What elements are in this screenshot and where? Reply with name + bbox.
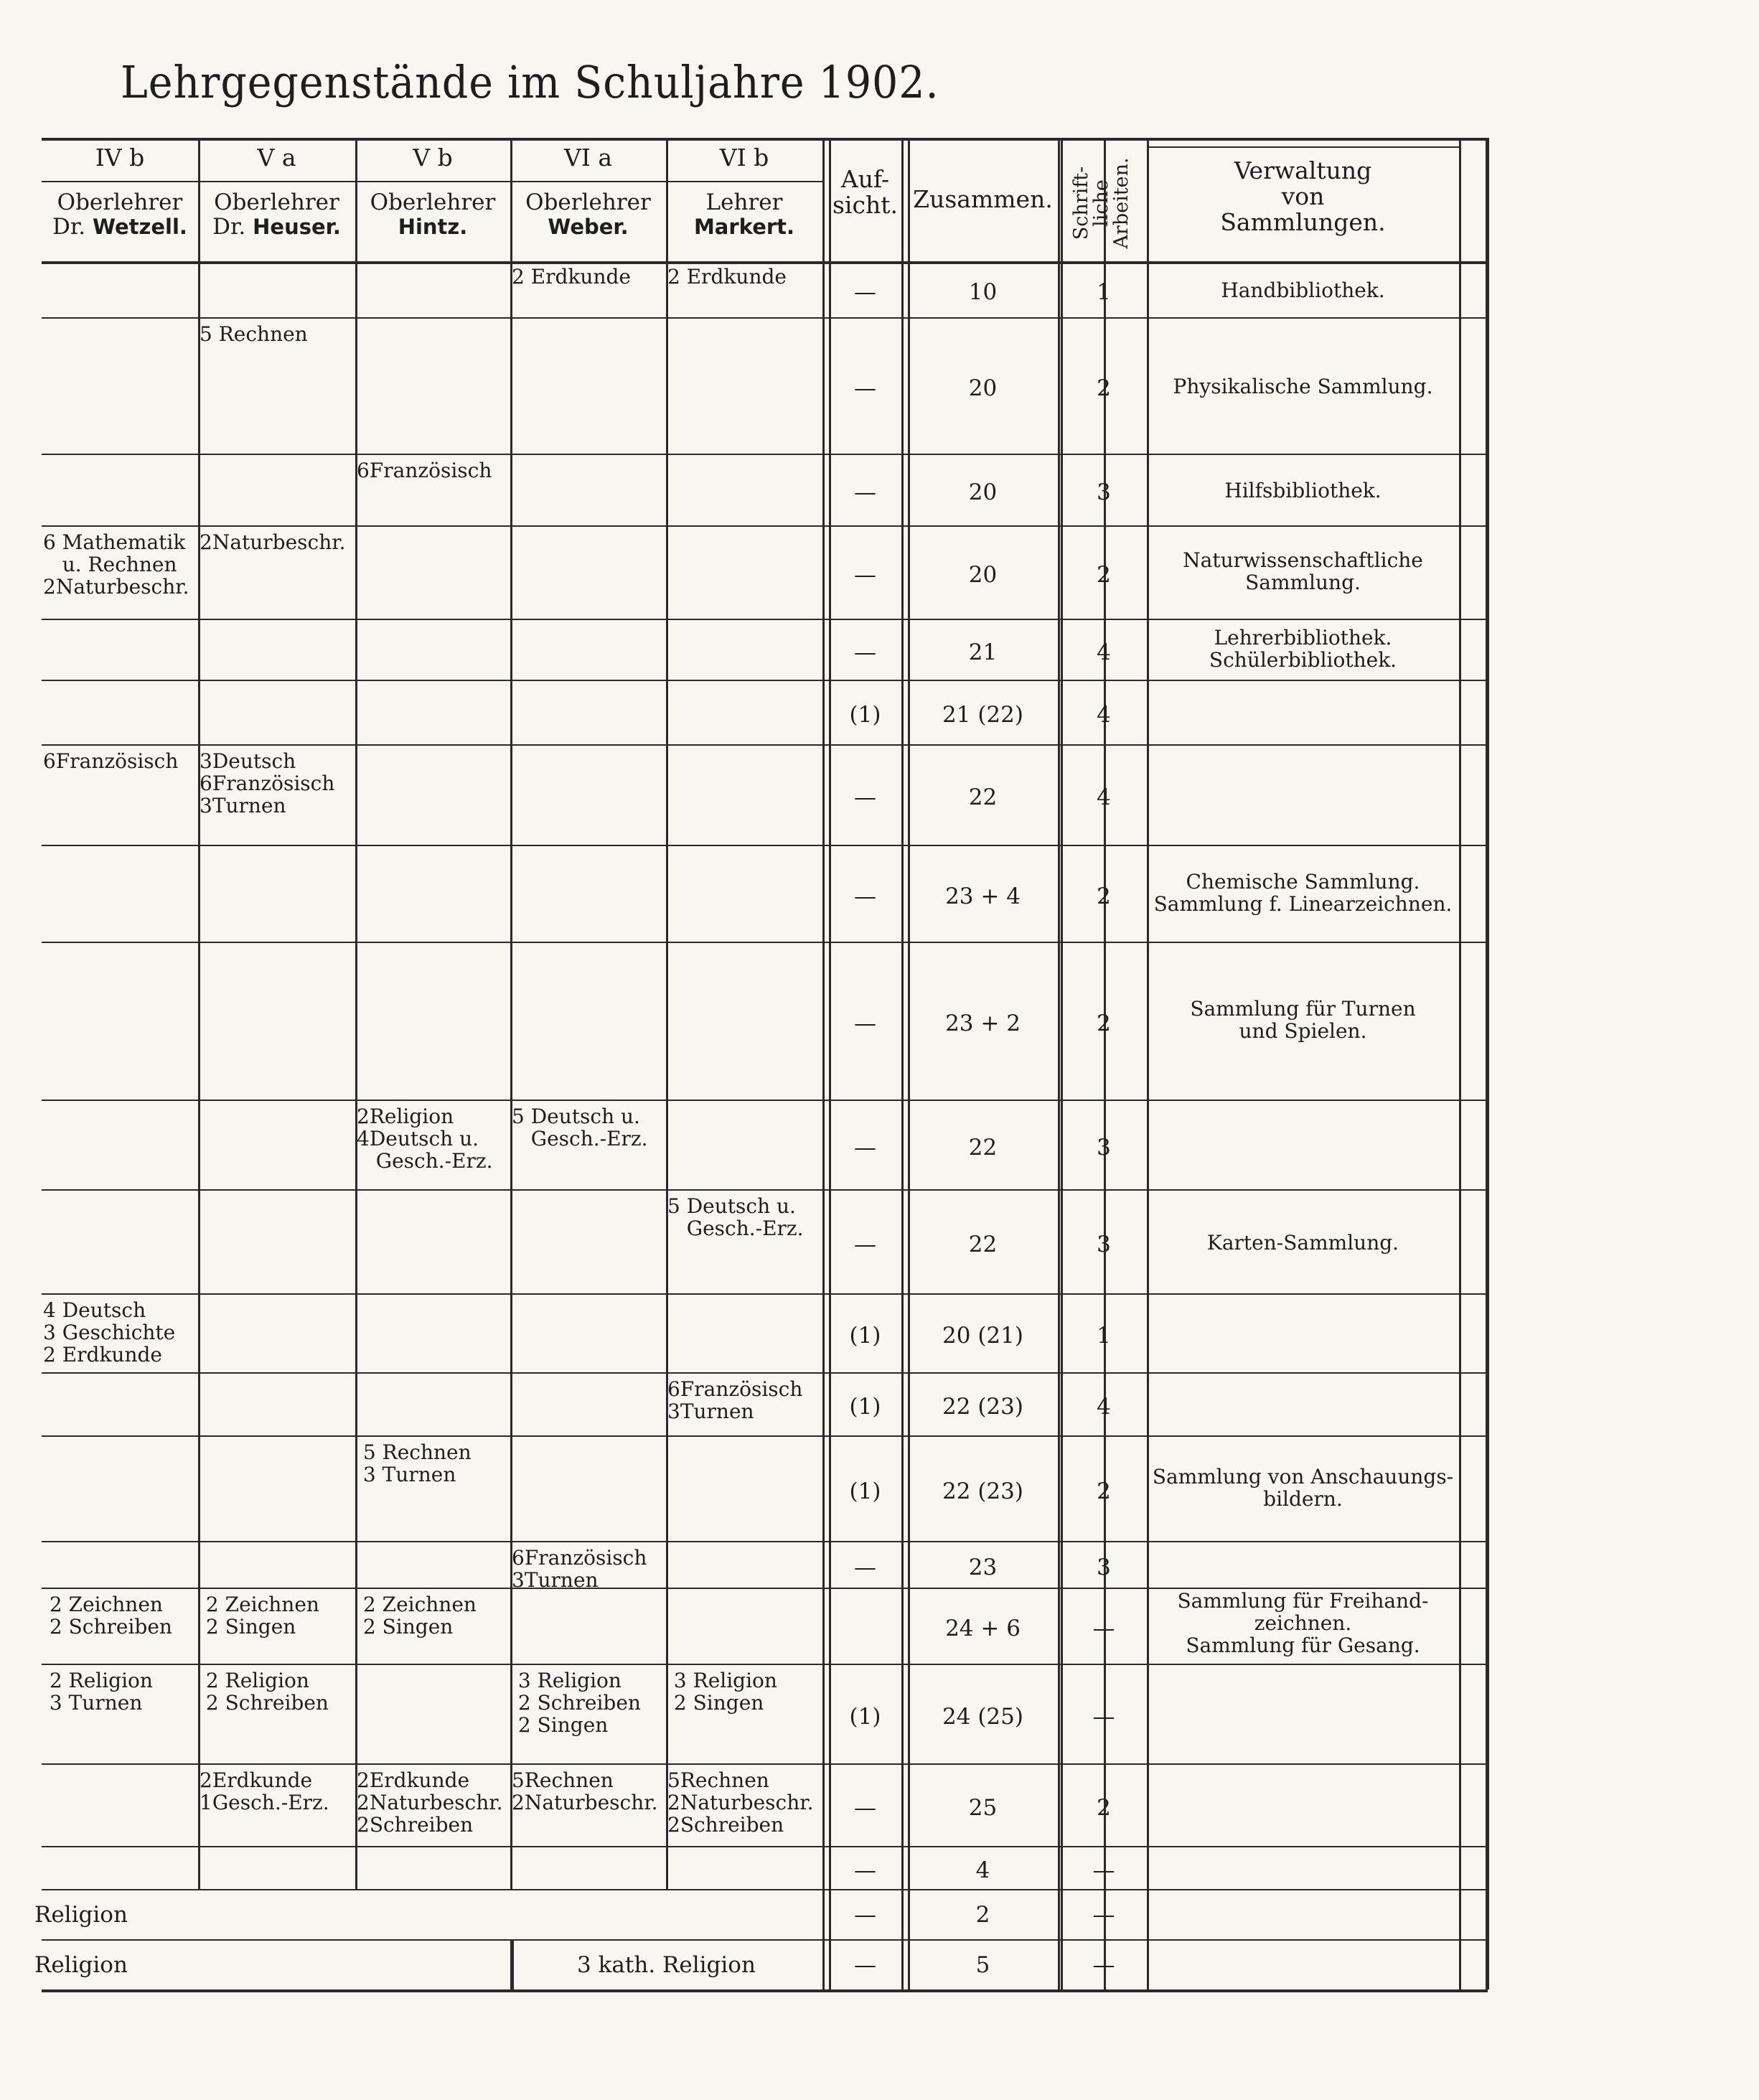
zusammen-value: 25: [968, 1794, 998, 1821]
schriftliche-value: 2: [1097, 1478, 1111, 1504]
footer-mid: 3 kath. Religion: [577, 1952, 756, 1978]
row-rule: [42, 1293, 1488, 1295]
row-rule: [42, 942, 1488, 943]
schriftliche-value: 3: [1097, 1231, 1111, 1257]
row-rule: [42, 1846, 1488, 1847]
row-rule: [42, 1939, 1488, 1941]
lesson-vb: 6Französisch: [357, 459, 492, 482]
schriftliche-value: 3: [1097, 1134, 1111, 1161]
zusammen-value: 4: [975, 1857, 990, 1883]
row-rule: [42, 1763, 1488, 1765]
column-rule: [901, 138, 904, 1989]
lesson-via: 5Rechnen 2Naturbeschr.: [512, 1768, 658, 1814]
lesson-va: 5 Rechnen: [200, 322, 308, 346]
verwaltung-value: Naturwissenschaftliche Sammlung.: [1183, 548, 1423, 594]
teacher-name-va: [198, 214, 355, 240]
lesson-ivb: 6Französisch: [43, 749, 179, 773]
verwaltung-value: Hilfsbibliothek.: [1224, 479, 1382, 502]
lesson-ivb: 4 Deutsch 3 Geschichte 2 Erdkunde: [43, 1298, 176, 1367]
zusammen-value: 20: [968, 375, 998, 401]
row-rule: [42, 1664, 1488, 1665]
teacher-surname: Hintz.: [398, 215, 468, 239]
verwaltung-value: Sammlung für Turnen und Spielen.: [1190, 997, 1416, 1043]
aufsicht-value: —: [854, 479, 876, 505]
zusammen-header: Zusammen.: [913, 185, 1053, 213]
zusammen-value: 22 (23): [942, 1394, 1023, 1420]
schriftliche-value: 4: [1097, 702, 1111, 728]
lesson-vib: 3 Religion 2 Singen: [673, 1669, 777, 1715]
verwaltung-value: Chemische Sammlung. Sammlung f. Linearzeichnen.: [1153, 869, 1453, 916]
schriftliche-value: —: [1092, 1616, 1115, 1641]
aufsicht-header: Auf- sicht.: [832, 165, 898, 219]
footer-label: Religion: [34, 1952, 128, 1978]
column-rule: [666, 138, 668, 1889]
aufsicht-value: —: [854, 375, 876, 401]
lesson-via: 5 Deutsch u. Gesch.-Erz.: [512, 1105, 648, 1150]
zusammen-value: 20: [968, 562, 998, 588]
aufsicht-value: —: [854, 1231, 876, 1257]
verwaltung-value: Physikalische Sammlung.: [1173, 375, 1433, 398]
teacher-name-ivb: [42, 214, 198, 240]
column-rule: [1459, 138, 1461, 1989]
row-rule: [42, 1889, 1488, 1890]
teacher-surname: Heuser.: [253, 215, 341, 239]
lesson-via: 2 Erdkunde: [512, 265, 631, 289]
class-name-ivb: IV b: [95, 144, 145, 172]
zusammen-value: 23 + 2: [945, 1011, 1021, 1036]
schriftliche-value: 1: [1097, 279, 1111, 305]
lesson-vb: 5 Rechnen 3 Turnen: [362, 1440, 472, 1486]
lesson-va: 3Deutsch 6Französisch 3Turnen: [200, 749, 335, 817]
column-rule: [1058, 138, 1060, 1989]
footer-label: Religion: [34, 1902, 128, 1928]
row-rule: [42, 317, 1488, 319]
row-rule: [42, 680, 1488, 681]
lesson-va: 2Erdkunde 1Gesch.-Erz.: [200, 1768, 329, 1814]
aufsicht-value: —: [854, 562, 876, 588]
zusammen-value: 22: [968, 1231, 998, 1257]
zusammen-value: 20: [968, 479, 998, 505]
row-rule: [42, 454, 1488, 455]
verwaltung-value: Sammlung für Freihand- zeichnen. Sammlung für Gesang.: [1177, 1589, 1429, 1657]
aufsicht-value: (1): [849, 1323, 881, 1349]
schriftliche-value: 4: [1097, 784, 1111, 810]
teacher-title: Dr.: [52, 214, 93, 240]
footer-zusammen: 5: [975, 1952, 990, 1978]
schriftliche-arbeiten-header: Schrift- liche Arbeiten.: [1070, 157, 1132, 249]
aufsicht-value: —: [854, 784, 876, 810]
lesson-table: [34, 138, 1491, 1978]
teacher-surname: Weber.: [548, 215, 629, 239]
schriftliche-value: 3: [1097, 479, 1111, 505]
aufsicht-value: (1): [849, 1703, 881, 1730]
column-rule: [1486, 138, 1489, 1989]
aufsicht-value: —: [854, 883, 876, 909]
schriftliche-value: 4: [1097, 1394, 1111, 1420]
row-rule: [42, 619, 1488, 620]
zusammen-value: 20 (21): [942, 1323, 1023, 1349]
zusammen-value: 21: [968, 639, 998, 665]
lesson-vib: 2 Erdkunde: [667, 265, 787, 289]
teacher-rank-vib: Lehrer: [705, 189, 783, 215]
verwaltung-value: Sammlung von Anschauungs- bildern.: [1152, 1464, 1454, 1511]
lesson-va: 2 Zeichnen 2 Singen: [205, 1593, 319, 1639]
aufsicht-value: —: [854, 1794, 876, 1821]
footer-aufsicht: —: [854, 1952, 876, 1978]
schriftliche-value: 3: [1097, 1554, 1111, 1580]
footer-zusammen: 2: [975, 1902, 990, 1928]
row-rule: [42, 1372, 1488, 1374]
lesson-va: 2Naturbeschr.: [200, 530, 346, 554]
aufsicht-value: (1): [849, 1478, 881, 1504]
schriftliche-value: 2: [1097, 375, 1111, 401]
zusammen-value: 23 + 4: [945, 883, 1021, 909]
lesson-vib: 5Rechnen 2Naturbeschr. 2Schreiben: [667, 1768, 814, 1837]
teacher-name-via: [510, 214, 666, 240]
column-rule: [822, 138, 825, 1989]
schriftliche-value: 2: [1097, 562, 1111, 588]
class-name-via: VI a: [563, 144, 613, 172]
row-rule: [42, 1435, 1488, 1437]
teacher-rank-via: Oberlehrer: [525, 189, 651, 215]
row-rule: [42, 1541, 1488, 1542]
aufsicht-value: —: [854, 1134, 876, 1161]
zusammen-value: 22: [968, 784, 998, 810]
column-rule: [510, 138, 512, 1889]
schriftliche-value: —: [1092, 1857, 1115, 1883]
class-name-vib: VI b: [719, 144, 769, 172]
zusammen-value: 24 (25): [942, 1703, 1023, 1730]
schriftliche-value: —: [1092, 1703, 1115, 1730]
footer-schriftliche: —: [1092, 1902, 1115, 1928]
lesson-ivb: 6 Mathematik u. Rechnen 2Naturbeschr.: [43, 530, 189, 599]
row-rule: [42, 261, 1488, 264]
schriftliche-value: 2: [1097, 1794, 1111, 1821]
teacher-rank-vb: Oberlehrer: [370, 189, 496, 215]
lesson-ivb: 2 Zeichnen 2 Schreiben: [49, 1593, 172, 1639]
lesson-vb: 2Erdkunde 2Naturbeschr. 2Schreiben: [357, 1768, 503, 1837]
teacher-name-vib: [666, 214, 822, 240]
aufsicht-value: —: [854, 279, 876, 305]
zusammen-value: 22 (23): [942, 1478, 1023, 1504]
schriftliche-value: 1: [1097, 1323, 1111, 1349]
verwaltung-value: Karten-Sammlung.: [1206, 1230, 1399, 1255]
footer-aufsicht: —: [854, 1902, 876, 1928]
aufsicht-value: —: [854, 1554, 876, 1580]
verwaltung-header: Verwaltung von Sammlungen.: [1220, 156, 1386, 236]
lesson-via: 3 Religion 2 Schreiben 2 Singen: [517, 1669, 641, 1737]
row-rule: [42, 1989, 1488, 1992]
zusammen-value: 24 + 6: [945, 1616, 1021, 1641]
aufsicht-value: —: [854, 639, 876, 665]
teacher-surname: Wetzell.: [93, 215, 187, 239]
lesson-vb: 2Religion 4Deutsch u. Gesch.-Erz.: [357, 1105, 493, 1173]
page-title: Lehrgegenstände im Schuljahre 1902.: [121, 56, 939, 108]
row-rule: [42, 1189, 1488, 1191]
row-rule: [42, 1100, 1488, 1101]
aufsicht-value: —: [854, 1011, 876, 1036]
row-rule: [1147, 146, 1459, 148]
row-rule: [42, 181, 822, 182]
zusammen-value: 23: [968, 1554, 998, 1580]
column-rule: [1147, 138, 1149, 1989]
lesson-ivb: 2 Religion 3 Turnen: [49, 1669, 153, 1715]
zusammen-value: 21 (22): [942, 702, 1023, 728]
teacher-title: Dr.: [212, 214, 253, 240]
lesson-va: 2 Religion 2 Schreiben: [205, 1669, 329, 1715]
class-name-vb: V b: [413, 144, 453, 172]
teacher-rank-va: Oberlehrer: [214, 189, 339, 215]
footer-schriftliche: —: [1092, 1952, 1115, 1978]
verwaltung-value: Handbibliothek.: [1221, 278, 1385, 302]
zusammen-value: 22: [968, 1134, 998, 1161]
zusammen-value: 10: [968, 279, 998, 305]
teacher-name-vb: [355, 214, 510, 240]
schriftliche-value: 2: [1097, 1011, 1111, 1036]
lesson-vb: 2 Zeichnen 2 Singen: [362, 1593, 477, 1639]
lesson-via: 6Französisch 3Turnen: [512, 1546, 647, 1592]
verwaltung-value: Lehrerbibliothek. Schülerbibliothek.: [1209, 625, 1397, 672]
lesson-vib: 6Französisch 3Turnen: [667, 1377, 803, 1423]
aufsicht-value: —: [854, 1857, 876, 1883]
teacher-surname: Markert.: [693, 215, 795, 239]
schriftliche-value: 4: [1097, 639, 1111, 665]
schriftliche-value: 2: [1097, 883, 1111, 909]
row-rule: [42, 744, 1488, 746]
aufsicht-value: (1): [849, 702, 881, 728]
row-rule: [42, 525, 1488, 527]
lesson-vib: 5 Deutsch u. Gesch.-Erz.: [667, 1194, 804, 1240]
row-rule: [42, 845, 1488, 846]
class-name-va: V a: [257, 144, 296, 172]
aufsicht-value: (1): [849, 1394, 881, 1420]
row-rule: [42, 138, 1488, 141]
teacher-rank-ivb: Oberlehrer: [57, 189, 183, 215]
